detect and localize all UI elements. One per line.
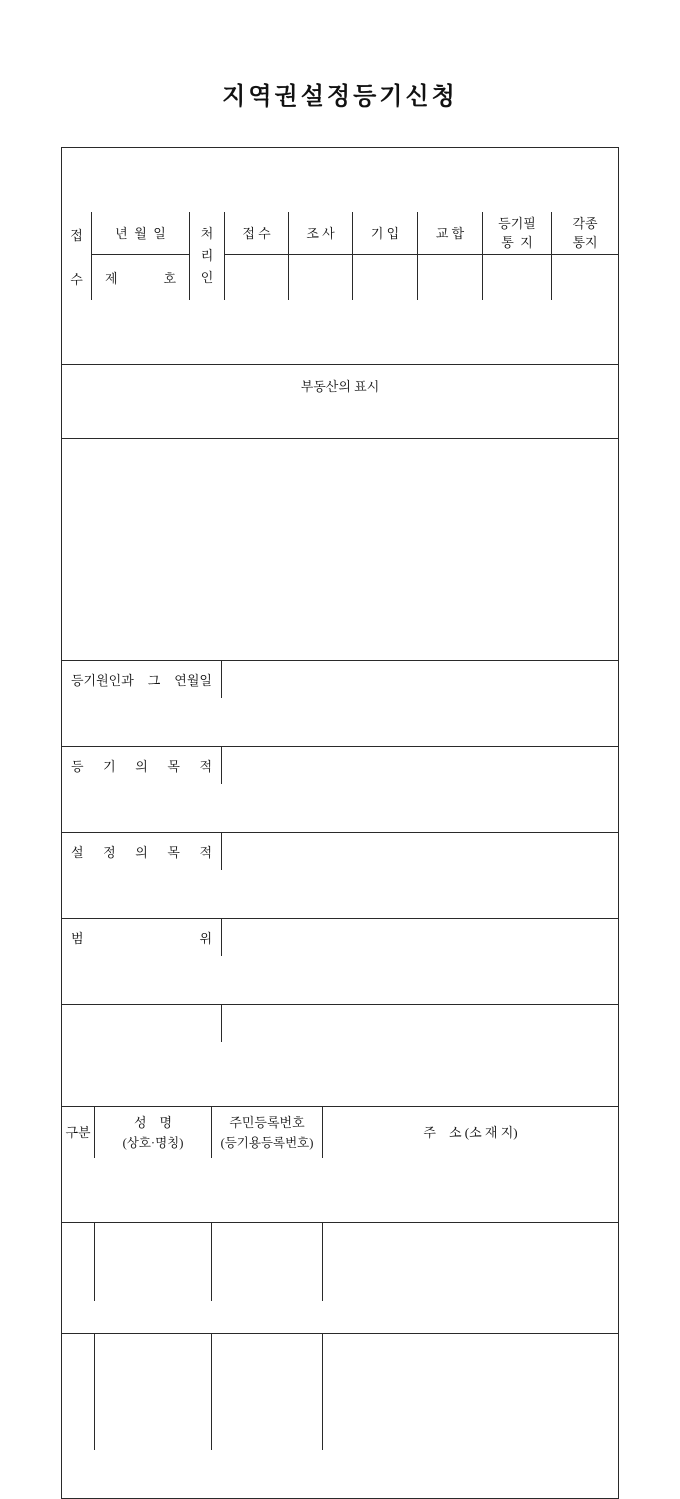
stage-misc-notice-line1: 각종: [572, 216, 598, 231]
blank-label-cell: [62, 1005, 222, 1042]
blank-value-cell: [222, 1005, 618, 1042]
stage-reg-notice-line1: 등기필: [498, 216, 536, 231]
stage-review-label: 조 사: [289, 212, 352, 255]
scope-label-part: 범: [71, 931, 84, 946]
date-number-column: [91, 212, 189, 300]
cause-label-part: 연월일: [174, 673, 212, 688]
processing-header-row: [62, 212, 618, 300]
party-row: [62, 1222, 618, 1301]
stage-reg-notice-value-cell: [483, 255, 551, 300]
party-regno-header-line2: (등기용등록번호): [220, 1135, 314, 1150]
registration-purpose-label-part: 등: [71, 759, 84, 774]
date-label-cell: 년 월 일: [92, 212, 189, 255]
cause-label-cell: [62, 661, 222, 698]
processor-cell: [189, 212, 224, 300]
registration-purpose-label-part: 기: [103, 759, 116, 774]
stage-collation-column: [417, 212, 482, 300]
party-name-header-line1: 성 명: [133, 1114, 173, 1130]
stage-misc-notice-label: [552, 212, 618, 255]
stage-misc-notice-value-cell: [552, 255, 618, 300]
registration-purpose-label-part: 적: [199, 759, 212, 774]
property-description-box: [62, 438, 618, 596]
party1-regno-cell: [211, 1223, 322, 1301]
stage-collation-label: 교 합: [418, 212, 482, 255]
party-table-header: [62, 1106, 618, 1158]
stage-review-value-cell: [289, 255, 352, 300]
field-row-cause: [62, 660, 618, 698]
party2-type-cell: [62, 1334, 94, 1450]
receipt-char-top: 접: [70, 227, 83, 243]
cause-value-cell: [222, 661, 618, 698]
scope-value-cell: [222, 919, 618, 956]
doc-number-cell: [92, 255, 189, 300]
party-name-header: [94, 1107, 211, 1158]
party2-name-cell: [94, 1334, 211, 1450]
stage-reg-notice-line2: 통 지: [501, 235, 533, 250]
stage-reg-notice-column: [482, 212, 551, 300]
processor-char-3: 인: [200, 270, 214, 285]
party1-name-cell: [94, 1223, 211, 1301]
receipt-char-bottom: 수: [70, 271, 83, 287]
party-regno-header-line1: 주민등록번호: [229, 1114, 305, 1130]
party2-address-cell: [322, 1334, 618, 1450]
party2-regno-cell: [211, 1334, 322, 1450]
field-row-establishment-purpose: [62, 832, 618, 870]
establishment-purpose-label-part: 목: [167, 845, 180, 860]
registration-form-table: [61, 147, 619, 1499]
party-type-header: 구분: [65, 1125, 91, 1140]
stage-review-column: [288, 212, 352, 300]
field-row-blank: [62, 1004, 618, 1042]
doc-number-prefix: 제: [105, 271, 118, 286]
party-row: [62, 1333, 618, 1450]
stage-entry-value-cell: [353, 255, 417, 300]
registration-purpose-label-part: 목: [167, 759, 180, 774]
cause-label-part: 등기원인과: [71, 673, 134, 688]
establishment-purpose-label-part: 적: [199, 845, 212, 860]
party-regno-header: [211, 1107, 322, 1158]
scope-label-cell: [62, 919, 222, 956]
field-row-registration-purpose: [62, 746, 618, 784]
stage-collation-value-cell: [418, 255, 482, 300]
page-title: 지역권설정등기신청: [222, 84, 458, 110]
establishment-purpose-label-part: 설: [71, 845, 84, 860]
registration-purpose-label-part: 의: [135, 759, 148, 774]
field-row-scope: [62, 918, 618, 956]
registration-purpose-label-cell: [62, 747, 222, 784]
stage-entry-label: 기 입: [353, 212, 417, 255]
establishment-purpose-label-cell: [62, 833, 222, 870]
party1-address-cell: [322, 1223, 618, 1301]
party1-type-cell: [62, 1223, 94, 1301]
receipt-label-cell: [62, 212, 91, 300]
stage-receipt-column: [224, 212, 288, 300]
party-address-header: 주 소 (소 재 지): [322, 1107, 618, 1158]
processor-char-1: 처: [200, 226, 214, 241]
doc-number-suffix: 호: [163, 271, 176, 286]
scope-label-part: 위: [199, 931, 212, 946]
establishment-purpose-label-part: 의: [135, 845, 148, 860]
processor-char-2: 리: [200, 248, 214, 263]
stage-reg-notice-label: [483, 212, 551, 255]
registration-purpose-value-cell: [222, 747, 618, 784]
stage-misc-notice-column: [551, 212, 618, 300]
party-name-header-line2: (상호·명칭): [122, 1135, 184, 1150]
stage-entry-column: [352, 212, 417, 300]
stage-receipt-value-cell: [225, 255, 288, 300]
establishment-purpose-value-cell: [222, 833, 618, 870]
stage-misc-notice-line2: 통지: [572, 235, 598, 250]
establishment-purpose-label-part: 정: [103, 845, 116, 860]
cause-label-part: 그: [147, 673, 161, 688]
property-section-title: 부동산의 표시: [62, 364, 618, 406]
stage-receipt-label: 접 수: [225, 212, 288, 255]
